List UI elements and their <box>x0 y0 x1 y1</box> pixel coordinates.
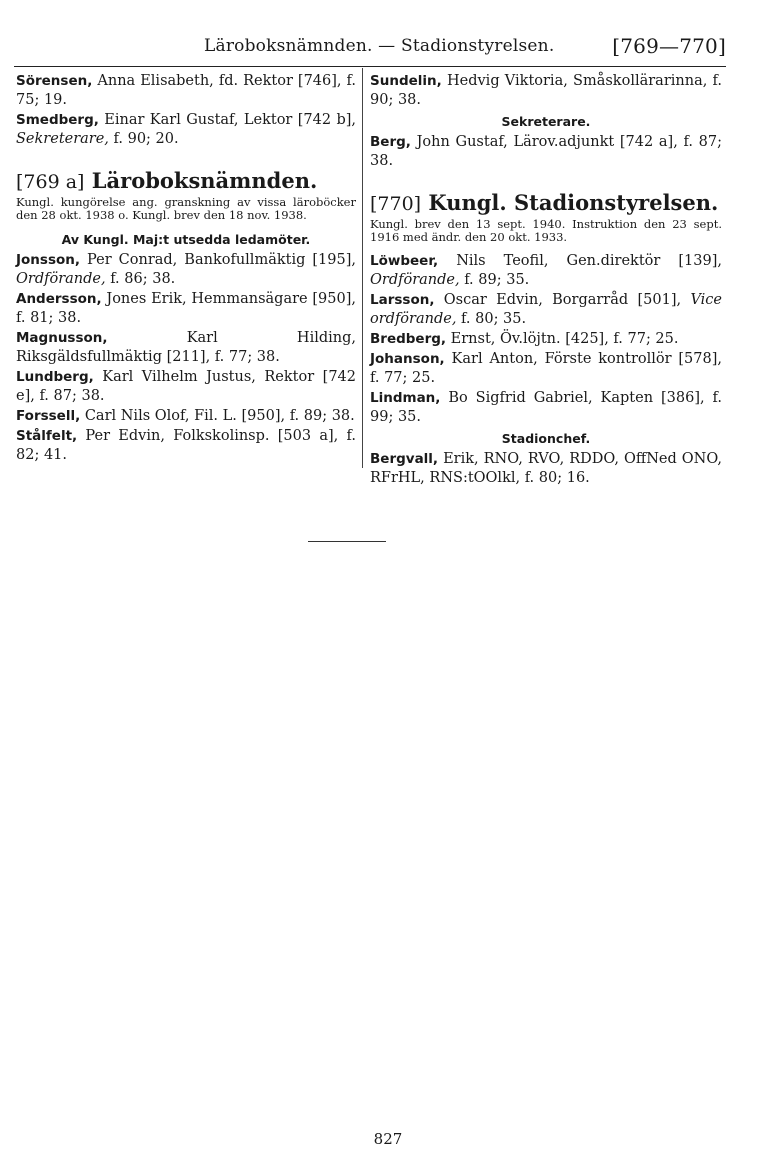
person-entry <box>16 368 356 406</box>
person-details: Karl Vilhelm Justus, Rektor [742 e], f. 87; 38. <box>16 369 356 404</box>
chief-entries <box>370 450 722 488</box>
person-details: John Gustaf, Lärov.adjunkt [742 a], f. 87; 38. <box>370 134 722 169</box>
section-note: Kungl. kungörelse ang. granskning av vissa läroböcker den 28 okt. 1938 o. Kungl. brev den 18 nov. 1938. <box>16 195 356 222</box>
left-top-entries <box>16 72 356 149</box>
person-details: Hedvig Viktoria, Småskollärarinna, f. 90; 38. <box>370 73 722 108</box>
person-name: Johanson, <box>370 351 445 367</box>
person-name: Smedberg, <box>16 112 99 128</box>
person-details: Einar Karl Gustaf, Lektor [742 b], <box>98 112 356 128</box>
column-divider <box>362 68 363 468</box>
person-details: Ernst, Öv.löjtn. [425], f. 77; 25. <box>446 331 679 347</box>
person-entry <box>16 251 356 289</box>
secretary-entries <box>370 133 722 171</box>
person-name: Bergvall, <box>370 451 439 467</box>
subhead-secretary: Sekreterare. <box>501 114 591 129</box>
person-details: Oscar Edvin, Borgarråd [501], <box>434 292 691 308</box>
person-entry <box>16 427 356 465</box>
person-years: f. 86; 38. <box>105 271 176 287</box>
left-column <box>16 72 356 466</box>
person-details: Per Conrad, Bankofullmäktig [195], <box>80 252 356 268</box>
person-years: f. 80; 35. <box>456 311 527 327</box>
section-title-stadionstyrelsen <box>370 190 722 215</box>
person-entry <box>370 330 722 349</box>
person-name: Berg, <box>370 134 411 150</box>
person-name: Lundberg, <box>16 369 94 385</box>
person-name: Bredberg, <box>370 331 447 347</box>
person-entry <box>370 389 722 427</box>
person-entry <box>16 329 356 367</box>
subhead-members: Av Kungl. Maj:t utsedda ledamöter. <box>61 232 311 247</box>
person-name: Jonsson, <box>16 252 80 268</box>
section-code: [770] <box>370 193 422 215</box>
person-entry <box>16 290 356 328</box>
person-details: Erik, RNO, RVO, RDDO, OffNed ONO, RFrHL, RNS:tOOlkl, f. 80; 16. <box>370 451 722 486</box>
person-details: Karl Hilding, Riksgäldsfullmäktig [211], f. 77; 38. <box>16 330 356 365</box>
person-role: Ordförande, <box>370 272 460 288</box>
person-name: Forssell, <box>16 408 81 424</box>
section-title-laroboksnamnden <box>16 168 356 193</box>
end-rule <box>308 541 386 542</box>
person-name: Lindman, <box>370 390 441 406</box>
person-years: f. 89; 35. <box>459 272 530 288</box>
person-entry <box>16 407 356 426</box>
left-member-entries <box>16 251 356 465</box>
person-name: Löwbeer, <box>370 253 439 269</box>
person-entry <box>16 72 356 110</box>
header-rule <box>14 66 726 67</box>
right-column <box>370 72 722 489</box>
person-details: Carl Nils Olof, Fil. L. [950], f. 89; 38. <box>80 408 355 424</box>
person-details: Nils Teofil, Gen.direktör [139], <box>438 253 722 269</box>
person-role: Sekreterare, <box>16 131 109 147</box>
running-title: Läroboksnämnden. — Stadionstyrelsen. <box>204 36 555 56</box>
section-name: Läroboksnämnden. <box>91 168 318 193</box>
person-name: Sundelin, <box>370 73 442 89</box>
section-name: Kungl. Stadionstyrelsen. <box>428 190 719 215</box>
person-name: Larsson, <box>370 292 435 308</box>
person-details: Per Edvin, Folkskolinsp. [503 a], f. 82; 41. <box>16 428 356 463</box>
person-name: Stålfelt, <box>16 428 78 444</box>
person-years: f. 90; 20. <box>108 131 179 147</box>
person-details: Anna Elisabeth, fd. Rektor [746], f. 75; 19. <box>16 73 356 108</box>
running-header <box>14 34 726 60</box>
person-entry <box>370 133 722 171</box>
person-entry <box>370 291 722 329</box>
person-role: Ordförande, <box>16 271 106 287</box>
person-entry <box>370 450 722 488</box>
person-details: Bo Sigfrid Gabriel, Kapten [386], f. 99; 35. <box>370 390 722 425</box>
person-entry <box>370 350 722 388</box>
person-details: Jones Erik, Hemmansägare [950], f. 81; 38. <box>16 291 356 326</box>
subhead-chief: Stadionchef. <box>501 431 591 446</box>
person-role: Vice ordförande, <box>370 292 722 327</box>
person-details: Karl Anton, Förste kontrollör [578], f. 77; 25. <box>370 351 722 386</box>
page-number: 827 <box>373 1130 403 1148</box>
page-range: [769—770] <box>612 34 726 58</box>
person-name: Sörensen, <box>16 73 93 89</box>
right-top-entries <box>370 72 722 110</box>
board-entries <box>370 252 722 427</box>
person-entry <box>16 111 356 149</box>
person-name: Magnusson, <box>16 330 108 346</box>
section-code: [769 a] <box>16 171 85 193</box>
person-entry <box>370 72 722 110</box>
person-name: Andersson, <box>16 291 102 307</box>
person-entry <box>370 252 722 290</box>
section-note: Kungl. brev den 13 sept. 1940. Instruktion den 23 sept. 1916 med ändr. den 20 okt. 1933. <box>370 217 722 244</box>
